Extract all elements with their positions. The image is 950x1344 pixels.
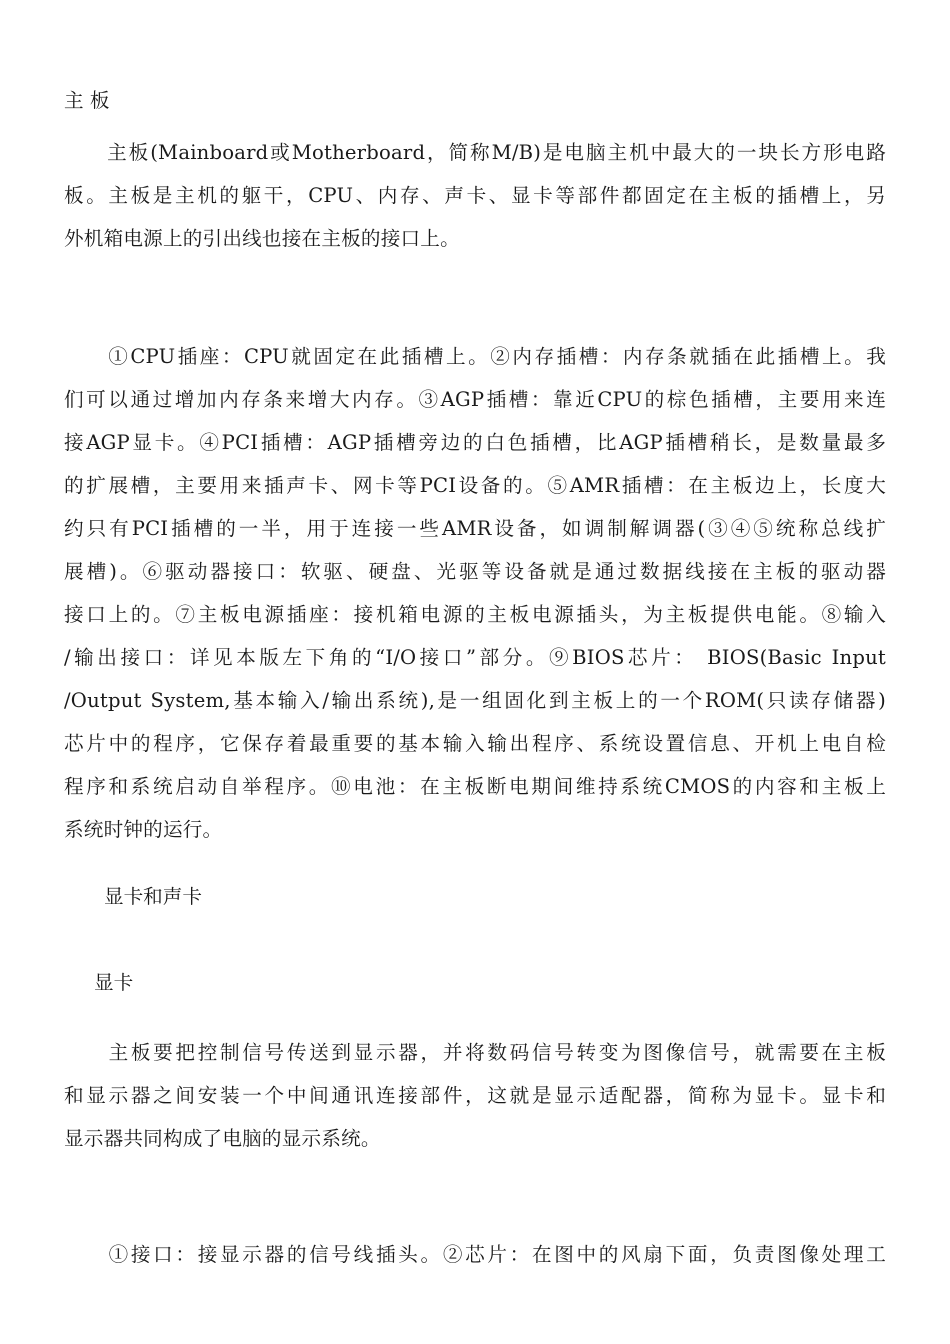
- paragraph-line: 约只有PCI插槽的一半，用于连接一些AMR设备，如调制解调器(③④⑤统称总线扩: [64, 517, 886, 540]
- paragraph-line: ①接口：接显示器的信号线插头。②芯片：在图中的风扇下面，负责图像处理工: [64, 1243, 886, 1266]
- paragraph-line: 系统时钟的运行。: [64, 818, 223, 841]
- paragraph-line: 显示器共同构成了电脑的显示系统。: [64, 1127, 381, 1150]
- paragraph-line: 主板(Mainboard或Motherboard，简称M/B)是电脑主机中最大的一块长方形电路: [64, 141, 886, 164]
- paragraph-line: 接AGP显卡。④PCI插槽：AGP插槽旁边的白色插槽，比AGP插槽稍长，是数量最多: [64, 431, 886, 454]
- heading-motherboard: 主 板: [64, 89, 110, 112]
- paragraph-line: 们可以通过增加内存条来增大内存。③AGP插槽：靠近CPU的棕色插槽，主要用来连: [64, 388, 886, 411]
- paragraph-line: /输出接口：详见本版左下角的“I/O接口”部分。⑨BIOS芯片： BIOS(Basic Input: [64, 646, 886, 669]
- paragraph-line: 芯片中的程序，它保存着最重要的基本输入输出程序、系统设置信息、开机上电自检: [64, 732, 886, 755]
- paragraph-line: /Output System,基本输入/输出系统),是一组固化到主板上的一个ROM(只读存储器): [64, 689, 886, 712]
- paragraph-line: 主板要把控制信号传送到显示器，并将数码信号转变为图像信号，就需要在主板: [64, 1041, 886, 1064]
- paragraph-line: 外机箱电源上的引出线也接在主板的接口上。: [64, 227, 460, 250]
- paragraph-line: 的扩展槽，主要用来插声卡、网卡等PCI设备的。⑤AMR插槽：在主板边上，长度大: [64, 474, 886, 497]
- paragraph-line: 展槽)。⑥驱动器接口：软驱、硬盘、光驱等设备就是通过数据线接在主板的驱动器: [64, 560, 886, 583]
- paragraph-line: ①CPU插座：CPU就固定在此插槽上。②内存插槽：内存条就插在此插槽上。我: [64, 345, 886, 368]
- paragraph-line: 和显示器之间安装一个中间通讯连接部件，这就是显示适配器，简称为显卡。显卡和: [64, 1084, 886, 1107]
- heading-graphics-and-sound-cards: 显卡和声卡: [104, 885, 202, 908]
- heading-graphics-card: 显卡: [94, 971, 134, 994]
- paragraph-line: 程序和系统启动自举程序。⑩电池：在主板断电期间维持系统CMOS的内容和主板上: [64, 775, 886, 798]
- paragraph-line: 板。主板是主机的躯干，CPU、内存、声卡、显卡等部件都固定在主板的插槽上，另: [64, 184, 886, 207]
- paragraph-line: 接口上的。⑦主板电源插座：接机箱电源的主板电源插头，为主板提供电能。⑧输入: [64, 603, 886, 626]
